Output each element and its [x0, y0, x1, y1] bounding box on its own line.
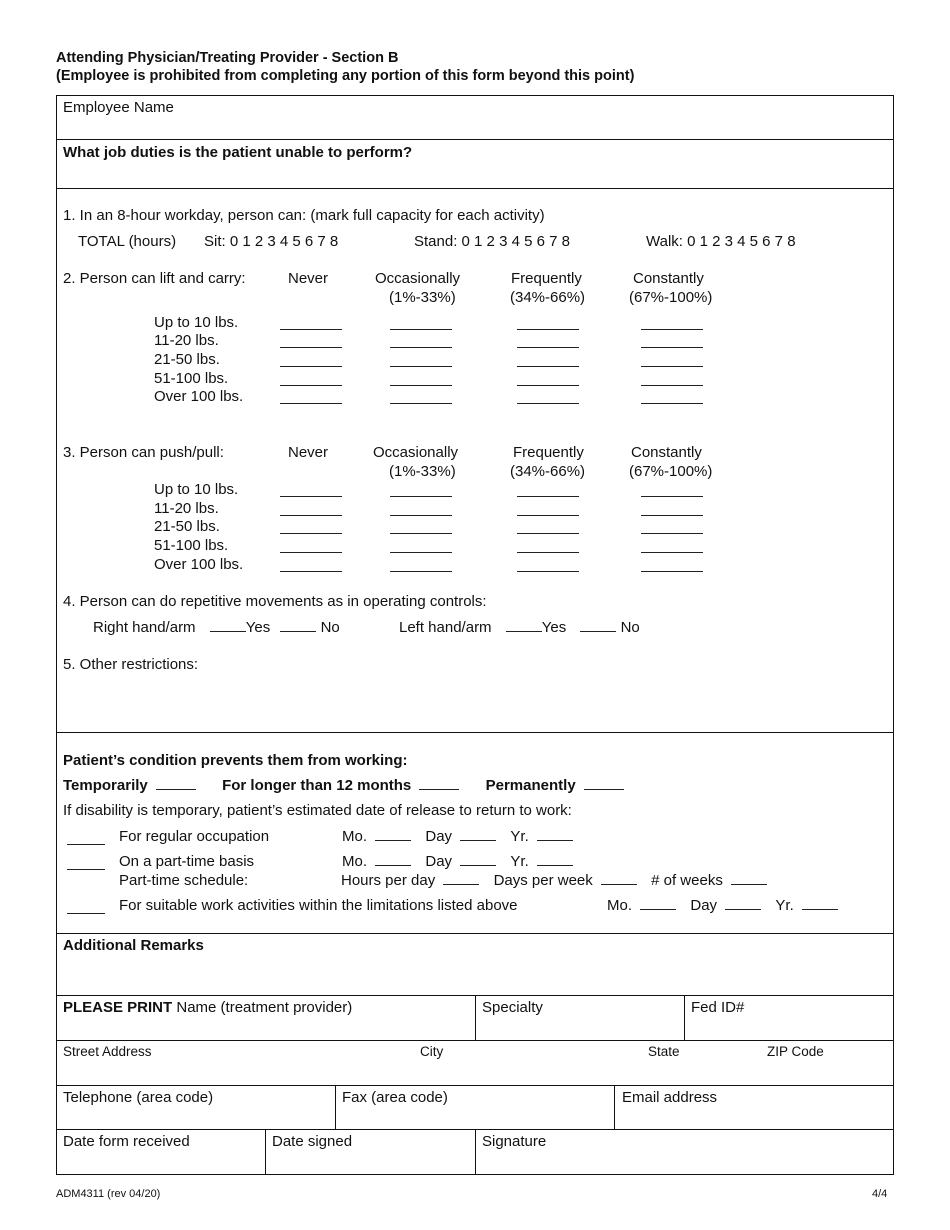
state-label[interactable]: State — [648, 1044, 680, 1059]
left-no-blank[interactable] — [580, 630, 616, 632]
regular-occupation-blank[interactable] — [67, 843, 105, 845]
q3-answer-line[interactable] — [280, 571, 342, 572]
mo-blank[interactable] — [640, 908, 676, 910]
q2-answer-line[interactable] — [280, 385, 342, 386]
q4-yes-label: Yes — [245, 619, 271, 636]
longer-blank[interactable] — [419, 788, 459, 790]
q2-answer-line[interactable] — [280, 329, 342, 330]
q2-col-frequently-pct: (34%-66%) — [510, 289, 586, 306]
q3-weight-label: 11-20 lbs. — [154, 500, 219, 517]
q3-answer-line[interactable] — [517, 552, 579, 553]
q2-weight-label: Up to 10 lbs. — [154, 314, 239, 331]
days-per-week-label: Days per week — [493, 872, 593, 889]
temporarily-blank[interactable] — [156, 788, 196, 790]
part-time-schedule-label: Part-time schedule: — [119, 872, 249, 889]
day-blank[interactable] — [725, 908, 761, 910]
suitable-work-label: For suitable work activities within the limitations listed above — [119, 897, 518, 914]
q2-answer-line[interactable] — [280, 366, 342, 367]
job-duties-field[interactable] — [63, 165, 883, 185]
q3-col-never: Never — [288, 444, 329, 461]
q2-answer-line[interactable] — [390, 403, 452, 404]
q2-label: 2. Person can lift and carry: — [63, 270, 246, 287]
q3-answer-line[interactable] — [517, 496, 579, 497]
provider-name-text: Name (treatment provider) — [176, 999, 353, 1016]
divider — [265, 1129, 266, 1175]
suitable-date-row — [607, 897, 838, 914]
divider — [56, 732, 894, 733]
q2-answer-line[interactable] — [390, 366, 452, 367]
q2-col-occasionally-pct: (1%-33%) — [389, 289, 456, 306]
form-id: ADM4311 (rev 04/20) — [56, 1188, 161, 1200]
section-subtitle: (Employee is prohibited from completing any portion of this form beyond this point) — [56, 68, 635, 84]
num-weeks-blank[interactable] — [731, 883, 767, 885]
city-label[interactable]: City — [420, 1044, 444, 1059]
date-received-label[interactable]: Date form received — [63, 1133, 190, 1150]
q2-answer-line[interactable] — [390, 347, 452, 348]
q2-col-constantly-pct: (67%-100%) — [629, 289, 713, 306]
q4-right-label: Right hand/arm — [93, 619, 196, 636]
q3-answer-line[interactable] — [641, 533, 703, 534]
provider-name-label[interactable] — [63, 999, 352, 1016]
q4-right-hand-row — [93, 619, 340, 636]
fed-id-label[interactable]: Fed ID# — [691, 999, 745, 1016]
q3-answer-line[interactable] — [641, 552, 703, 553]
q3-col-frequently-pct: (34%-66%) — [510, 463, 586, 480]
q2-col-constantly: Constantly — [633, 270, 704, 287]
divider — [56, 1085, 894, 1086]
part-time-blank[interactable] — [67, 868, 105, 870]
q2-answer-line[interactable] — [641, 329, 703, 330]
q5-text: 5. Other restrictions: — [63, 656, 199, 673]
telephone-label[interactable]: Telephone (area code) — [63, 1089, 214, 1106]
q3-answer-line[interactable] — [390, 496, 452, 497]
divider — [614, 1085, 615, 1129]
divider — [56, 188, 894, 189]
q2-weight-label: 11-20 lbs. — [154, 332, 219, 349]
divider — [56, 139, 894, 140]
q3-answer-line[interactable] — [390, 552, 452, 553]
release-text: If disability is temporary, patient’s estimated date of release to return to work: — [63, 802, 572, 819]
day-label: Day — [425, 853, 453, 870]
q4-left-label: Left hand/arm — [399, 619, 492, 636]
q2-col-never: Never — [288, 270, 329, 287]
q2-weight-label: Over 100 lbs. — [154, 388, 244, 405]
q3-weight-label: 21-50 lbs. — [154, 518, 220, 535]
condition-duration-row — [63, 777, 624, 794]
q2-answer-line[interactable] — [641, 403, 703, 404]
q2-answer-line[interactable] — [641, 385, 703, 386]
q3-answer-line[interactable] — [517, 533, 579, 534]
q3-col-occasionally-pct: (1%-33%) — [389, 463, 456, 480]
yr-blank[interactable] — [537, 864, 573, 866]
q2-answer-line[interactable] — [280, 347, 342, 348]
hours-per-day-label: Hours per day — [341, 872, 436, 889]
q3-answer-line[interactable] — [641, 515, 703, 516]
mo-label: Mo. — [607, 897, 633, 914]
q2-answer-line[interactable] — [280, 403, 342, 404]
regular-occupation-label: For regular occupation — [119, 828, 270, 845]
q4-yes-label: Yes — [541, 619, 567, 636]
q2-col-frequently: Frequently — [511, 270, 582, 287]
employee-name-field[interactable] — [200, 100, 880, 134]
suitable-work-blank[interactable] — [67, 912, 105, 914]
q2-answer-line[interactable] — [390, 329, 452, 330]
divider — [684, 995, 685, 1040]
yr-label: Yr. — [775, 897, 794, 914]
part-time-label: On a part-time basis — [119, 853, 255, 870]
additional-remarks-field[interactable] — [63, 958, 883, 992]
q2-answer-line[interactable] — [641, 347, 703, 348]
q3-label: 3. Person can push/pull: — [63, 444, 224, 461]
q2-answer-line[interactable] — [641, 366, 703, 367]
condition-heading: Patient’s condition prevents them from working: — [63, 752, 408, 769]
permanently-label: Permanently — [485, 777, 576, 794]
fax-label[interactable]: Fax (area code) — [342, 1089, 448, 1106]
divider — [56, 1040, 894, 1041]
divider — [335, 1085, 336, 1129]
regular-date-row — [342, 828, 573, 845]
yr-label: Yr. — [510, 828, 529, 845]
day-label: Day — [690, 897, 718, 914]
divider — [475, 1129, 476, 1175]
q3-col-constantly: Constantly — [631, 444, 702, 461]
left-yes-blank[interactable] — [506, 630, 542, 632]
employee-name-label: Employee Name — [63, 99, 174, 116]
q3-answer-line[interactable] — [280, 515, 342, 516]
mo-blank[interactable] — [375, 864, 411, 866]
mo-label: Mo. — [342, 853, 368, 870]
q2-answer-line[interactable] — [517, 403, 579, 404]
part-time-date-row — [342, 853, 573, 870]
q3-answer-line[interactable] — [641, 496, 703, 497]
right-no-blank[interactable] — [280, 630, 316, 632]
q2-answer-line[interactable] — [517, 329, 579, 330]
q1-total-label: TOTAL (hours) — [78, 233, 177, 250]
q3-answer-line[interactable] — [280, 533, 342, 534]
longer-label: For longer than 12 months — [222, 777, 412, 794]
mo-label: Mo. — [342, 828, 368, 845]
q2-answer-line[interactable] — [517, 347, 579, 348]
other-restrictions-field[interactable] — [63, 678, 883, 726]
q3-answer-line[interactable] — [280, 552, 342, 553]
additional-remarks-label: Additional Remarks — [63, 937, 204, 954]
q2-col-occasionally: Occasionally — [375, 270, 461, 287]
q3-weight-label: Up to 10 lbs. — [154, 481, 239, 498]
q1-walk-scale[interactable]: Walk: 0 1 2 3 4 5 6 7 8 — [646, 233, 796, 250]
date-signed-label[interactable]: Date signed — [272, 1133, 353, 1150]
q2-answer-line[interactable] — [517, 366, 579, 367]
q3-answer-line[interactable] — [517, 571, 579, 572]
q1-stand-scale[interactable]: Stand: 0 1 2 3 4 5 6 7 8 — [414, 233, 570, 250]
q4-text: 4. Person can do repetitive movements as in operating controls: — [63, 593, 487, 610]
divider — [56, 933, 894, 934]
q4-left-hand-row — [399, 619, 640, 636]
q2-answer-line[interactable] — [390, 385, 452, 386]
num-weeks-label: # of weeks — [651, 872, 723, 889]
q1-sit-scale[interactable]: Sit: 0 1 2 3 4 5 6 7 8 — [204, 233, 339, 250]
email-label[interactable]: Email address — [622, 1089, 718, 1106]
q3-answer-line[interactable] — [390, 533, 452, 534]
q1-text: 1. In an 8-hour workday, person can: (mark full capacity for each activity) — [63, 207, 545, 224]
job-duties-label: What job duties is the patient unable to perform? — [63, 144, 413, 161]
yr-blank[interactable] — [802, 908, 838, 910]
q2-weight-label: 21-50 lbs. — [154, 351, 220, 368]
q3-weight-label: 51-100 lbs. — [154, 537, 229, 554]
q3-answer-line[interactable] — [390, 515, 452, 516]
day-blank[interactable] — [460, 864, 496, 866]
q3-answer-line[interactable] — [280, 496, 342, 497]
zip-code-label[interactable]: ZIP Code — [767, 1044, 824, 1059]
permanently-blank[interactable] — [584, 788, 624, 790]
section-title: Attending Physician/Treating Provider - Section B — [56, 50, 399, 66]
signature-label[interactable]: Signature — [482, 1133, 547, 1150]
q3-col-constantly-pct: (67%-100%) — [629, 463, 713, 480]
day-label: Day — [425, 828, 453, 845]
part-time-schedule-row — [341, 872, 767, 889]
q4-no-label: No — [620, 619, 640, 636]
page-number: 4/4 — [872, 1188, 888, 1200]
q2-weight-label: 51-100 lbs. — [154, 370, 229, 387]
q3-weight-label: Over 100 lbs. — [154, 556, 244, 573]
q2-answer-line[interactable] — [517, 385, 579, 386]
q3-answer-line[interactable] — [390, 571, 452, 572]
hours-per-day-blank[interactable] — [443, 883, 479, 885]
right-yes-blank[interactable] — [210, 630, 246, 632]
q3-col-occasionally: Occasionally — [373, 444, 459, 461]
yr-label: Yr. — [510, 853, 529, 870]
q3-answer-line[interactable] — [641, 571, 703, 572]
street-address-label[interactable]: Street Address — [63, 1044, 152, 1059]
yr-blank[interactable] — [537, 839, 573, 841]
q3-col-frequently: Frequently — [513, 444, 584, 461]
day-blank[interactable] — [460, 839, 496, 841]
please-print-label: PLEASE PRINT — [63, 999, 173, 1016]
mo-blank[interactable] — [375, 839, 411, 841]
q4-no-label: No — [320, 619, 340, 636]
q3-answer-line[interactable] — [517, 515, 579, 516]
days-per-week-blank[interactable] — [601, 883, 637, 885]
temporarily-label: Temporarily — [63, 777, 148, 794]
divider — [475, 995, 476, 1040]
specialty-label[interactable]: Specialty — [482, 999, 543, 1016]
